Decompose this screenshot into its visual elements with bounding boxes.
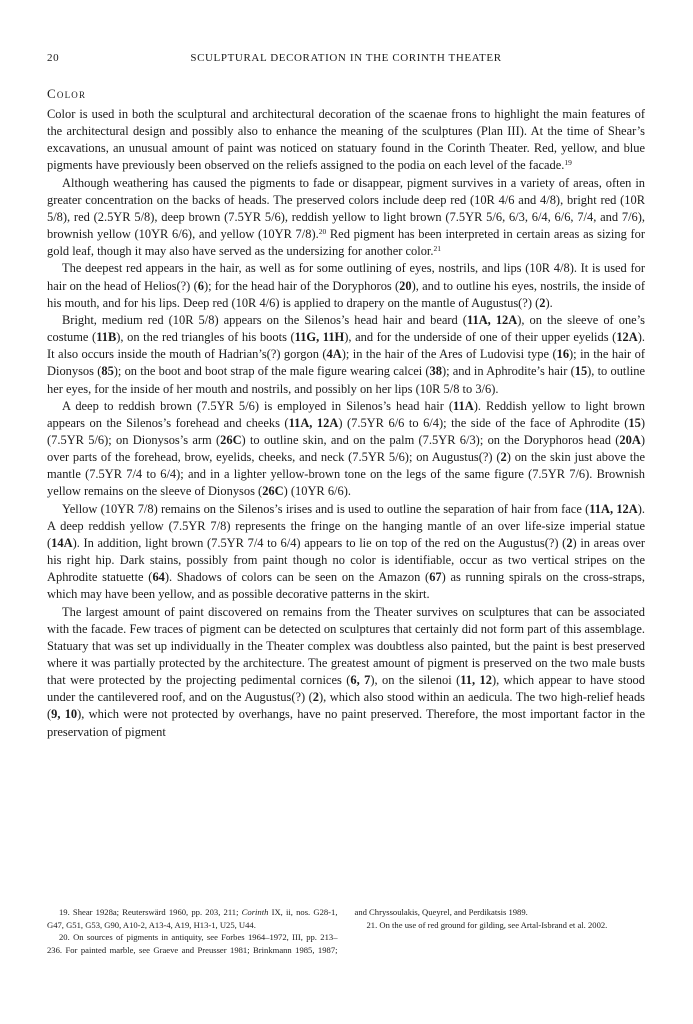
paragraph-3 xyxy=(47,260,645,311)
footnote-21: 21. On the use of red ground for gilding, see Artal-Isbrand et al. 2002. xyxy=(366,919,608,930)
catalogue-number[interactable]: 16 xyxy=(556,347,570,362)
running-title: SCULPTURAL DECORATION IN THE CORINTH THEATER xyxy=(190,52,502,64)
catalogue-number[interactable]: 2 xyxy=(566,535,573,550)
text-run: ) in areas over his right hip. Dark stains, possibly from paint though no color is identifiable, occur as two vertical stripes on the Aphrodite statuette ( xyxy=(47,535,645,585)
text-run: ); and in Aphrodite’s hair ( xyxy=(441,364,575,379)
catalogue-number[interactable]: 12A xyxy=(616,330,638,345)
catalogue-number[interactable]: 11B xyxy=(96,330,117,345)
catalogue-number[interactable]: 2 xyxy=(312,690,319,705)
footnote-ref-19[interactable]: 19 xyxy=(564,158,572,168)
catalogue-number[interactable]: 6 xyxy=(197,278,204,293)
text-run: ), on the red triangles of his boots ( xyxy=(116,330,295,345)
text-run: ), which also stood within an aedicula. The two high-relief heads ( xyxy=(47,690,646,722)
text-run: ) on the skin just above the mantle (7.5YR 7/4 to 6/4); and in a lighter yellow-brown tone on the legs of the same figure (7.5YR 7/6). Brownish yellow remains on the sleeve of Dionysos ( xyxy=(47,450,645,499)
catalogue-number[interactable]: 26C xyxy=(262,484,284,499)
catalogue-number[interactable]: 64 xyxy=(152,570,165,585)
text-run: ). Shadows of colors can be seen on the Amazon ( xyxy=(164,570,430,585)
running-head xyxy=(47,52,645,68)
text-run: ). A deep reddish yellow (7.5YR 7/8) represents the fringe on the hanging mantle of an over life-size imperial statue ( xyxy=(47,501,645,550)
text-run: ). xyxy=(545,295,553,310)
page-number: 20 xyxy=(47,52,60,64)
text-run: ) (10YR 6/6). xyxy=(283,484,351,499)
text-run: ), which were not protected by overhangs, have no paint preserved. Therefore, the most important factor in the preservation of pigment xyxy=(47,707,646,739)
text-run: ). In addition, light brown (7.5YR 7/4 to 6/4) appears to lie on top of the red on the Augustus(?) ( xyxy=(72,535,567,550)
paragraph-7 xyxy=(47,604,645,741)
catalogue-number[interactable]: 11A xyxy=(453,398,474,413)
text-run: ) over parts of the forehead, brow, eyelids, cheeks, and neck (7.5YR 5/6); on Augustus(?) ( xyxy=(47,432,645,465)
catalogue-number[interactable]: 6, 7 xyxy=(350,673,371,688)
footnotes xyxy=(47,906,645,956)
text-run: A deep to reddish brown (7.5YR 5/6) is employed in Silenos’s head hair ( xyxy=(62,398,454,413)
text-run: ). Reddish yellow to light brown appears on the Silenos’s forehead and cheeks ( xyxy=(47,398,645,430)
text-run: The deepest red appears in the hair, as well as for some outlining of eyes, nostrils, and lips (10R 4/8). It is used for hair on the head of Helios(?) ( xyxy=(47,261,645,293)
catalogue-number[interactable]: 11G, 11H xyxy=(294,330,345,345)
catalogue-number[interactable]: 11A, 12A xyxy=(589,501,638,516)
text-run: ), which appear to have stood under the cantilevered roof, and on the Augustus(?) ( xyxy=(47,673,645,705)
section-heading: Color xyxy=(47,86,87,101)
catalogue-number[interactable]: 11A, 12A xyxy=(466,312,518,327)
text-run: ) as running spirals on the cross-straps, which may have been yellow, and as possible decorative patterns in the skirt. xyxy=(47,570,645,602)
catalogue-number[interactable]: 9, 10 xyxy=(51,707,78,722)
catalogue-number[interactable]: 11, 12 xyxy=(460,673,492,688)
text-run: ); for the head hair of the Doryphoros ( xyxy=(203,278,400,293)
catalogue-number[interactable]: 4A xyxy=(326,347,342,362)
footnote-20: 20. On sources of pigments in antiquity, see Forbes 1964–1972, III, pp. 213–236. For painted marble, see Graeve and Preusser 1981; Brinkmann 1985, 1987; and Chryssoulakis, Queyrel, and Perdikatsis 1989. xyxy=(47,907,528,955)
catalogue-number[interactable]: 14A xyxy=(51,535,73,550)
catalogue-number[interactable]: 20A xyxy=(619,432,641,447)
paragraph-1 xyxy=(47,106,645,175)
footnote-19 xyxy=(47,906,338,931)
catalogue-number[interactable]: 2 xyxy=(500,450,507,465)
catalogue-number[interactable]: 15 xyxy=(574,364,588,379)
text-run: ) (7.5YR 5/6); on Dionysos’s arm ( xyxy=(47,415,645,447)
catalogue-number[interactable]: 38 xyxy=(429,364,442,379)
text-run: ), on the sleeve of one’s costume ( xyxy=(47,312,645,345)
text-run: ) (7.5YR 6/6 to 6/4); the side of the face of Aphrodite ( xyxy=(338,415,629,430)
catalogue-number[interactable]: 26C xyxy=(220,432,242,447)
catalogue-number[interactable]: 2 xyxy=(539,295,546,310)
catalogue-number[interactable]: 15 xyxy=(628,415,641,430)
catalogue-number[interactable]: 85 xyxy=(101,364,114,379)
text-run: ); in the hair of the Ares of Ludovisi type ( xyxy=(341,347,557,362)
text-run: ), on the silenoi ( xyxy=(370,673,461,688)
paragraph-1-text: Color is used in both the sculptural and architectural decoration of the scaenae frons to highlight the main features of the architectural design and possibly also to enhance the meaning of the sculptures (Plan III). At the time of Shear’s excavations, an unusual amount of paint was noticed on statuary found in the Corinth Theater. Red, yellow, and blue pigments have previously been observed on the reliefs assigned to the podia on each level of the facade. xyxy=(47,107,645,173)
text-run: Yellow (10YR 7/8) remains on the Silenos’s irises and is used to outline the separation of hair from face ( xyxy=(62,501,590,516)
text-run: ), and to outline his eyes, nostrils, the inside of his mouth, and for his lips. Deep red (10R 4/6) is applied to drapery on the mantle of Augustus(?) ( xyxy=(47,278,645,310)
paragraph-6 xyxy=(47,501,645,604)
text-run: 19. Shear 1928a; Reuterswärd 1960, pp. 203, 211; xyxy=(59,907,242,917)
text-run: ); in the hair of Dionysos ( xyxy=(47,347,646,379)
text-run: ), and for the underside of one of their upper eyelids ( xyxy=(344,330,617,345)
catalogue-number[interactable]: 11A, 12A xyxy=(288,415,339,430)
italic-title: Corinth xyxy=(241,907,269,917)
paragraph-2 xyxy=(47,175,645,261)
text-run: ), to outline her eyes, for the inside of her mouth and nostrils, and possibly on her lips (10R 5/8 to 3/6). xyxy=(47,364,646,396)
text-run: The largest amount of paint discovered on remains from the Theater survives on sculptures that can be associated with the facade. Few traces of pigment can be detected on sculptures that certainly did not form part of this assemblage. Statuary that was set up individually in the Theater complex was doubtless also painted, but the paint is best preserved where it was partially protected by the architecture. The greatest amount of pigment is preserved on the two male busts that were protected by the projecting pedimental cornices ( xyxy=(47,604,645,688)
paragraph-4 xyxy=(47,312,645,398)
text-run: ). It also occurs inside the mouth of Hadrian’s(?) gorgon ( xyxy=(47,330,646,362)
footnote-ref-21[interactable]: 21 xyxy=(433,244,441,254)
paragraph-5 xyxy=(47,398,645,501)
footnote-ref-20[interactable]: 20 xyxy=(318,227,327,237)
text-run: ); on the boot and boot strap of the male figure wearing calcei ( xyxy=(113,364,430,379)
text-run: Bright, medium red (10R 5/8) appears on the Silenos’s head hair and beard ( xyxy=(62,312,467,327)
text-run: ) to outline skin, and on the palm (7.5YR 6/3); on the Doryphoros head ( xyxy=(241,432,620,447)
body-text xyxy=(47,106,645,741)
paragraph-2-text-b: Red pigment has been interpreted in certain areas as sizing for gold leaf, though it may also have served as the undersizing for another color. xyxy=(47,227,645,259)
catalogue-number[interactable]: 20 xyxy=(399,278,412,293)
paragraph-2-text-a: Although weathering has caused the pigments to fade or disappear, pigment survives in a variety of areas, often in greater concentration on the backs of heads. The preserved colors include deep red (10R 4/6 and 4/8), bright red (10R 5/8), red (2.5YR 5/8), deep brown (7.5YR 5/6), reddish yellow to light brown (7.5YR 5/6, 6/3, 6/4, 6/6, 7/4, and 7/6), brownish yellow (10YR 6/6), and yellow (10YR 7/8). xyxy=(47,175,645,242)
text-run: IX, ii, nos. G28-1, G47, G51, G53, G90, A10-2, A13-4, A19, H13-1, U25, U44. xyxy=(47,907,338,930)
catalogue-number[interactable]: 67 xyxy=(429,570,442,585)
